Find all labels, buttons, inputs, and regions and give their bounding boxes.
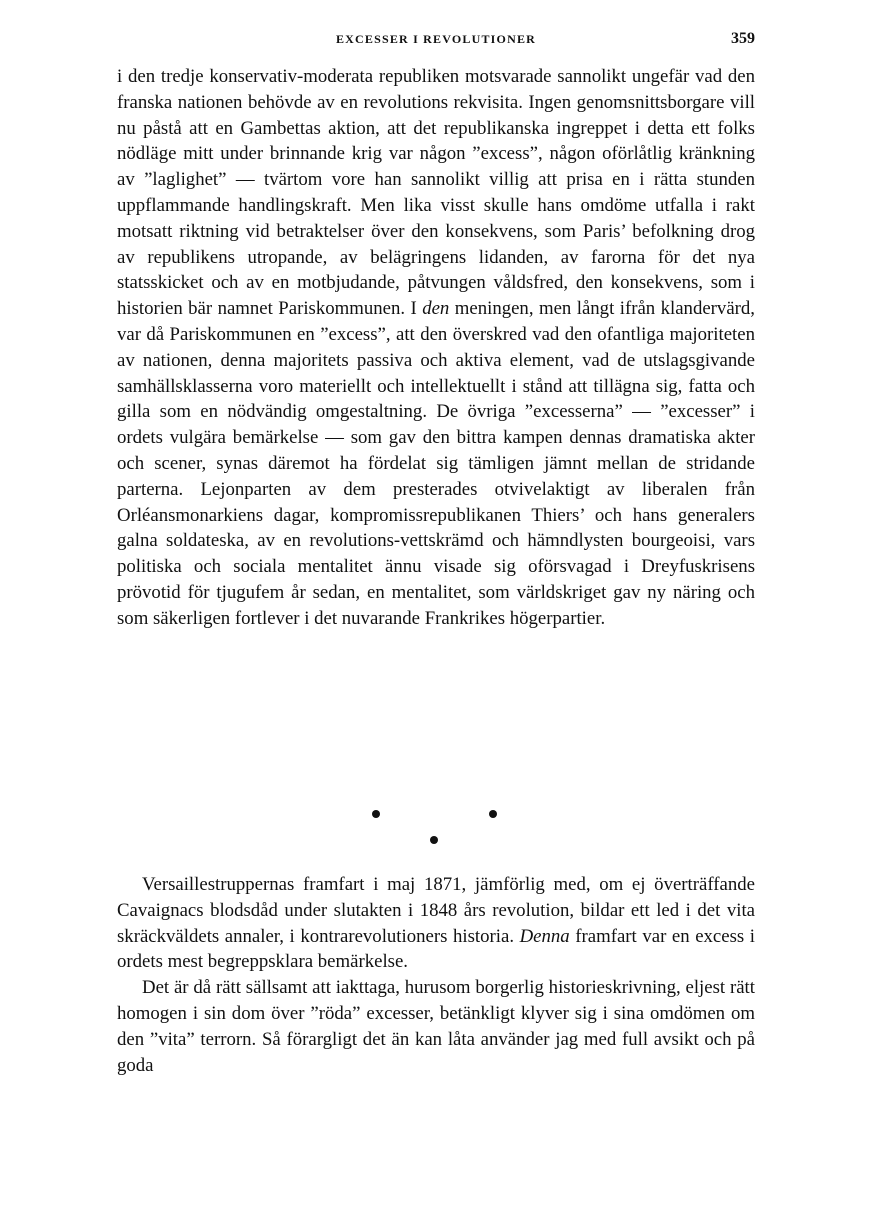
- paragraph-2-text-rest: framfart var en excess i ordets mest begreppsklara bemärkelse.: [117, 925, 755, 973]
- asterisk-mark: [489, 810, 497, 818]
- asterisk-mark: [372, 810, 380, 818]
- paragraph-1-text-rest: meningen, men långt ifrån klandervärd, var då Pariskommunen en ”excess”, att den överskred vad den ofantliga majoriteten av nationen, denna majoritets passiva och aktiva element, vad de utslagsgivande samhällsklasserna voro materiellt och intellektuellt i stånd att tillägna sig, fatta och gilla som en nödvändig omgestaltning. De övriga ”excesserna” — ”excesser” i ordets vulgära bemärkelse — som gav den bittra kampen dennas dramatiska akter och scener, synas däremot ha fördelat sig tämligen jämnt mellan de stridande parterna. Lejonparten av dem presterades otvivelaktigt av liberalen från Orléansmonarkiens dagar, kompromissrepublikanen Thiers’ och hans generalers galna soldateska, av en revolutions-vettskrämd och hämndlysten bourgeoisi, vars politiska och sociala mentalitet ännu visade sig oförsvagad i Dreyfuskrisens prövotid för tjugufem år sedan, en mentalitet, som världskriget gav ny näring och som säkerligen fortlever i det nuvarande Frankrikes högerpartier.: [117, 298, 755, 629]
- running-title: EXCESSER I REVOLUTIONER: [335, 32, 537, 46]
- section-text-lower: [117, 872, 755, 1078]
- paragraph-1-text: i den tredje konservativ-moderata republiken motsvarade sannolikt ungefär vad den franska nationen behövde av en revolutions rekvisita. Ingen genomsnittsborgare vill nu påstå att en Gambettas aktion, att det republikanska ingreppet i detta ett folks nödläge mitt under brinnande krig var någon ”excess”, någon oförlåtlig kränkning av ”laglighet” — tvärtom vore han sannolikt villig att prisa en i rätta stunden uppflammande handlingskraft. Men lika visst skulle hans omdöme utfalla i rakt motsatt riktning vid betraktelser över den konsekvens, som Paris’ befolkning drog av republikens utropande, av belägringens lidanden, av farorna för det nya statsskicket och av en motbjudande, påtvungen våldsfred, den konsekvens, som i historien bär namnet Pariskommunen. I: [117, 66, 755, 320]
- section-divider-asterism: [117, 802, 755, 852]
- paragraph-3: Det är då rätt sällsamt att iakttaga, hurusom borgerlig historieskrivning, eljest rätt homogen i sin dom över ”röda” excesser, betänkligt klyver sig i sina omdömen om den ”vita” terrorn. Så förargligt det än kan låta använder jag med full avsikt och på goda: [117, 977, 755, 1076]
- paragraph-2-emphasis: Denna: [519, 925, 570, 947]
- paragraph-1-emphasis: den: [422, 298, 450, 320]
- running-header: [117, 30, 755, 50]
- paragraph-1: [117, 64, 755, 632]
- page-number: 359: [731, 30, 755, 47]
- section-text-upper: [117, 64, 755, 632]
- paragraph-2-text: Versaillestruppernas framfart i maj 1871, jämförlig med, om ej överträffande Cavaignacs blodsdåd under slutakten i 1848 års revolution, bildar ett led i det vita skräckväldets annaler, i kontrarevolutioners historia.: [117, 874, 755, 947]
- paragraph-2: [117, 872, 755, 975]
- asterisk-mark: [430, 836, 438, 844]
